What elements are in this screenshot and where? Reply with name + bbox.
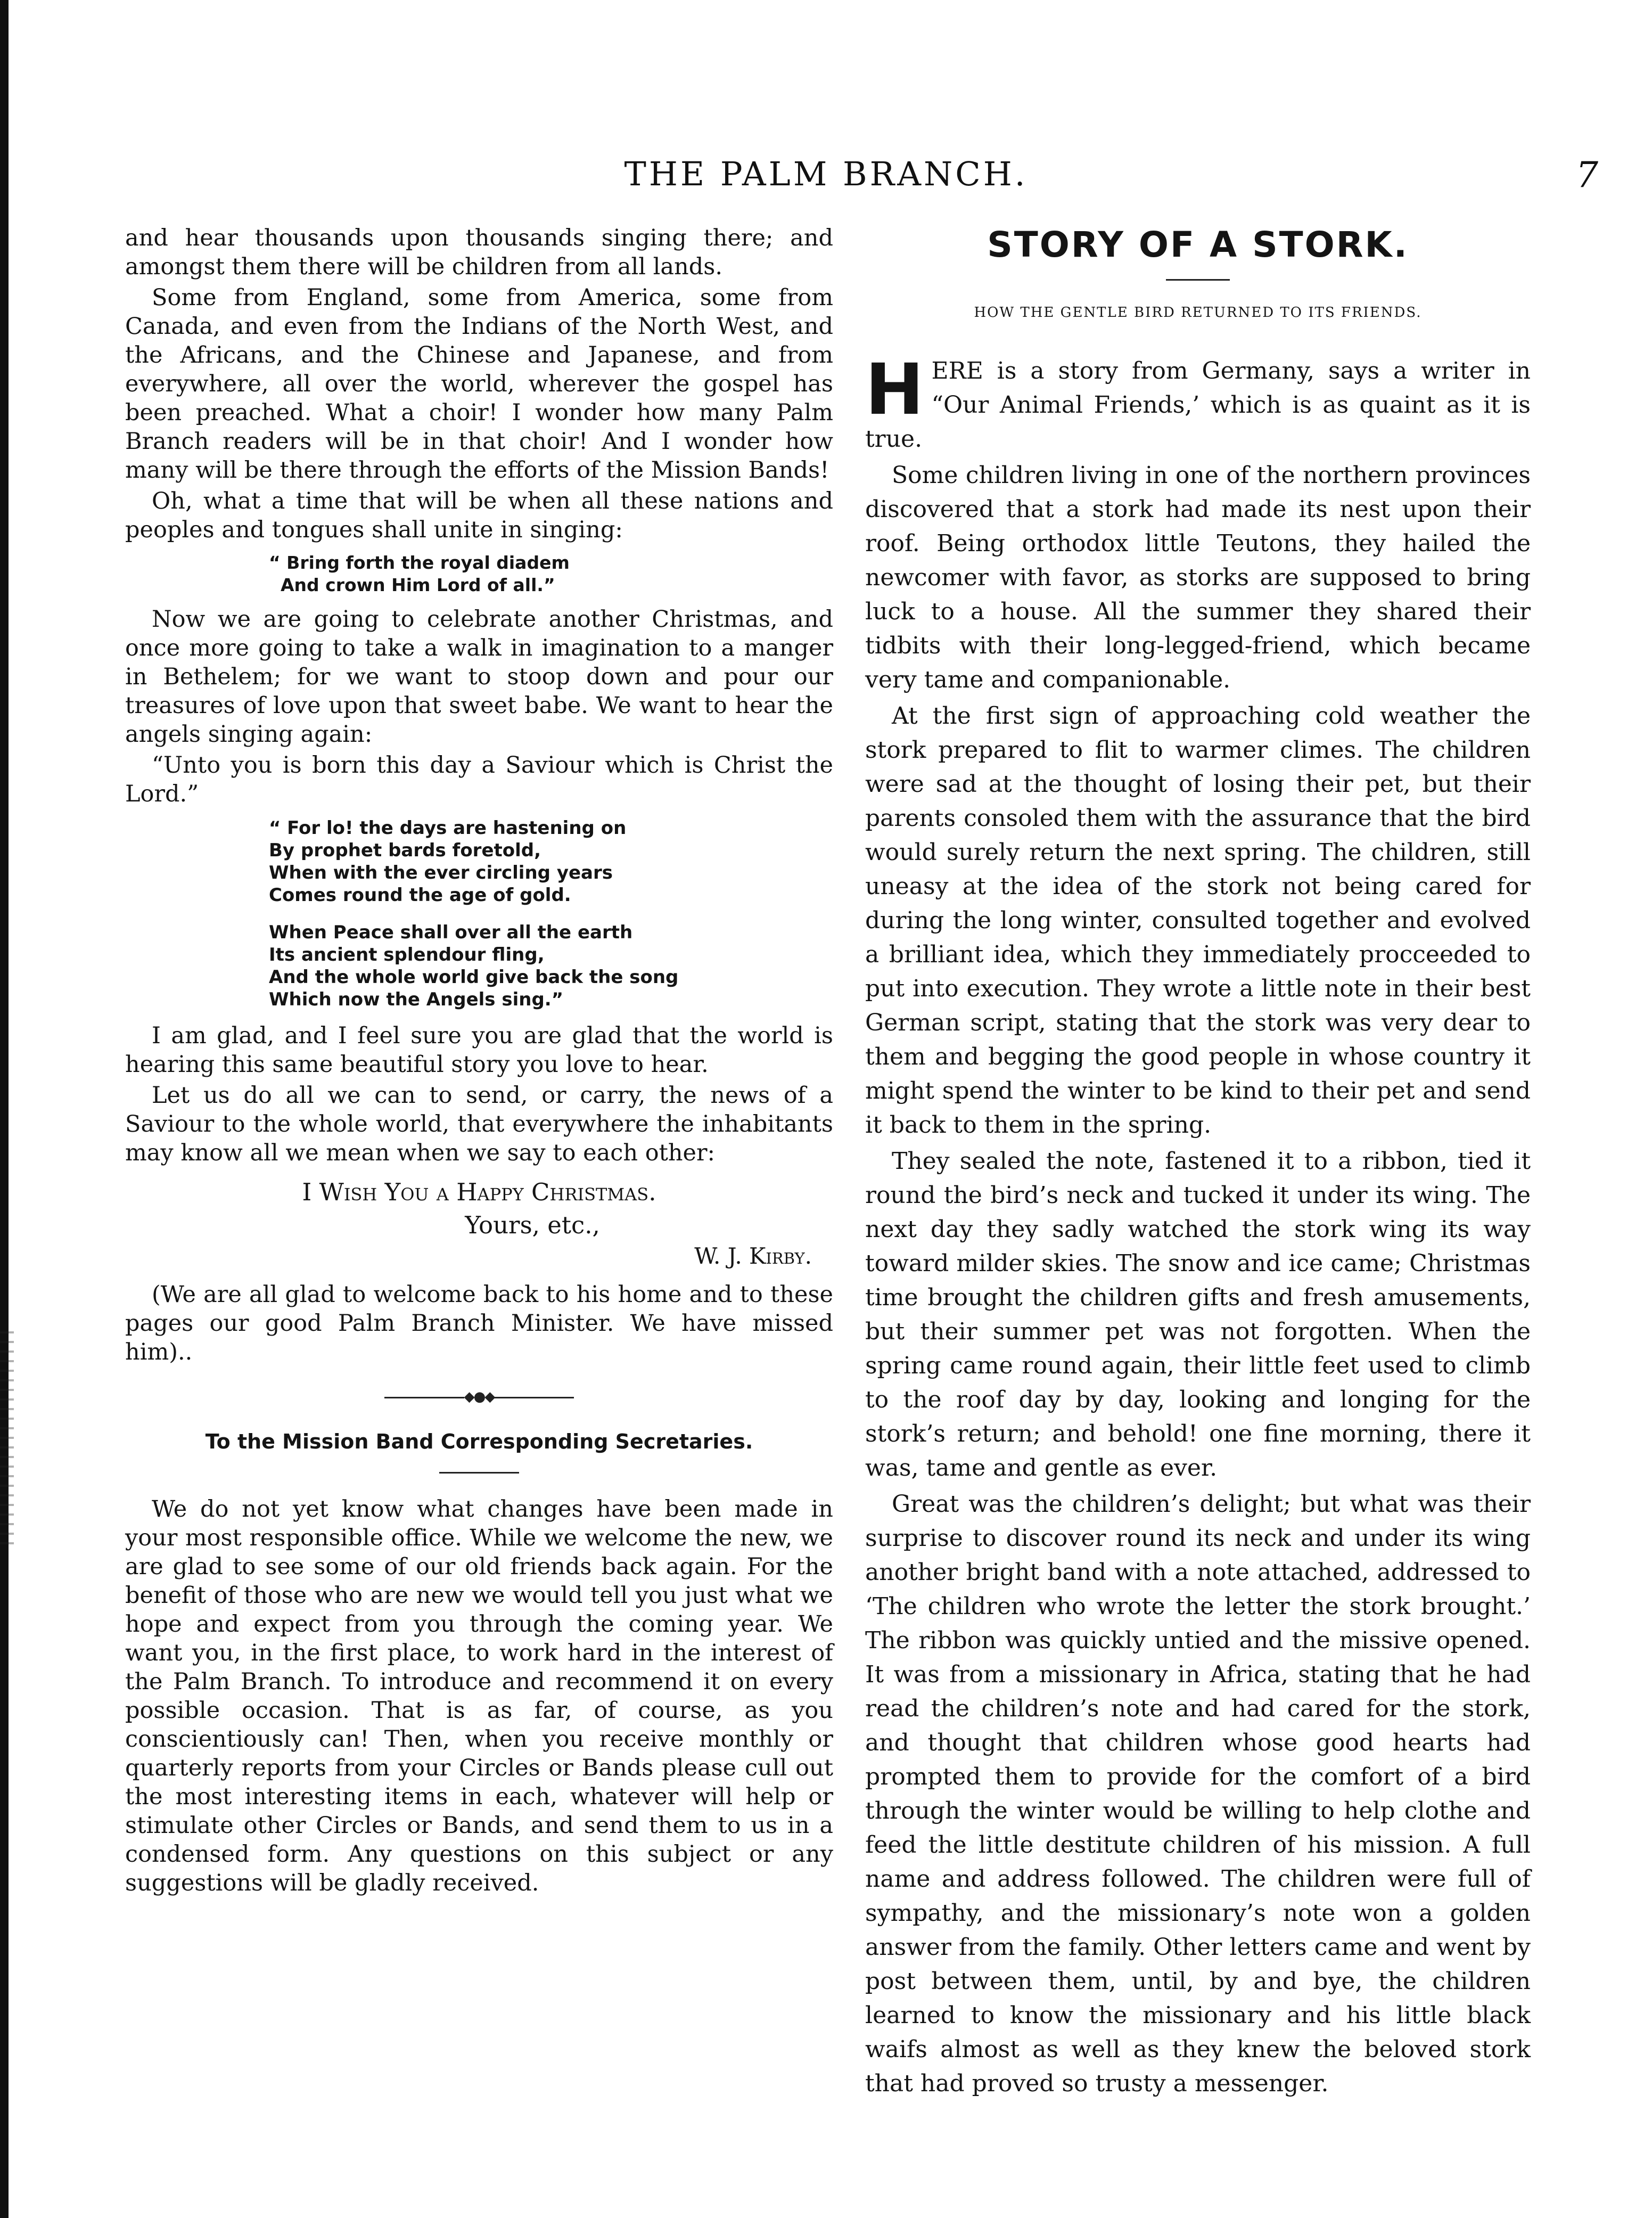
verse-quote: [269, 552, 833, 596]
poem-stanza: [269, 817, 833, 906]
verse-line: “ Bring forth the royal diadem: [269, 552, 570, 573]
paragraph: I am glad, and I feel sure you are glad that the world is hearing this same beautiful story you love to hear.: [125, 1022, 833, 1078]
poem: [269, 817, 833, 1011]
poem-line: When with the ever circling years: [269, 862, 613, 883]
right-column: [865, 224, 1531, 2101]
poem-stanza: [269, 921, 833, 1011]
poem-line: Which now the Angels sing.”: [269, 989, 564, 1010]
poem-line: And the whole world give back the song: [269, 967, 679, 988]
title-rule: [1166, 279, 1230, 281]
section-divider-ornament: ◆●◆: [125, 1382, 833, 1411]
paragraph: and hear thousands upon thousands singing there; and amongst them there will be children from all lands.: [125, 225, 833, 280]
story-title: STORY OF A STORK.: [987, 224, 1409, 265]
scan-artifact: [0, 1331, 14, 1544]
paragraph: (We are all glad to welcome back to his home and to these pages our good Palm Branch Minister. We have missed him)..: [125, 1281, 833, 1365]
letter-closing: Yours, etc.,: [465, 1211, 600, 1239]
paragraph: Oh, what a time that will be when all these nations and peoples and tongues shall unite in singing:: [125, 488, 833, 543]
paragraph: “Unto you is born this day a Saviour which is Christ the Lord.”: [125, 752, 833, 807]
left-column: [125, 224, 833, 1897]
page-number: 7: [1576, 154, 1598, 195]
christmas-greeting: I Wish You a Happy Christmas.: [302, 1178, 656, 1206]
poem-line: By prophet bards foretold,: [269, 840, 541, 861]
section-heading: To the Mission Band Corresponding Secretaries.: [205, 1430, 753, 1453]
page-binding-edge: [0, 0, 9, 2218]
story-subtitle: HOW THE GENTLE BIRD RETURNED TO ITS FRIENDS.: [974, 305, 1422, 321]
paragraph: Some from England, some from America, some from Canada, and even from the Indians of the North West, and the Africans, and the Chinese and Japanese, and from everywhere, all over the world, wherever the gospel has been preached. What a choir! I wonder how many Palm Branch readers will be in that choir! And I wonder how many will be there through the efforts of the Mission Bands!: [125, 284, 833, 484]
poem-line: Comes round the age of gold.: [269, 885, 571, 906]
paragraph: Let us do all we can to send, or carry, the news of a Saviour to the whole world, that everywhere the inhabitants may know all we mean when we say to each other:: [125, 1082, 833, 1166]
author-signature: W. J. Kirby.: [694, 1243, 812, 1269]
paragraph: Some children living in one of the northern provinces discovered that a stork had made its nest upon their roof. Being orthodox little Teutons, they hailed the newcomer with favor, as storks are supposed to bring luck to a house. All the summer they shared their tidbits with their long-legged-friend, which became very tame and companionable.: [865, 462, 1531, 693]
paragraph: [865, 349, 1531, 456]
paragraph: They sealed the note, fastened it to a ribbon, tied it round the bird’s neck and tucked it under its wing. The next day they sadly watched the stork wing its way toward milder skies. The snow and ice came; Christmas time brought the children gifts and fresh amusements, but their summer pet was not forgotten. When the spring came round again, their little feet used to climb to the roof day by day, looking and longing for the stork’s return; and behold! one fine morning, there it was, tame and gentle as ever.: [865, 1148, 1531, 1482]
paragraph: We do not yet know what changes have been made in your most responsible office. While we welcome the new, we are glad to see some of our old friends back again. For the benefit of those who are new we would tell you just what we hope and expect from you through the coming year. We want you, in the first place, to work hard in the interest of the Palm Branch. To introduce and recommend it on every possible occasion. That is as far, of course, as you conscientiously can! Then, when you receive monthly or quarterly reports from your Circles or Bands please cull out the most interesting items in each, whatever will help or stimulate other Circles or Bands, and send them to us in a condensed form. Any questions on this subject or any suggestions will be gladly received.: [125, 1496, 833, 1896]
poem-line: “ For lo! the days are hastening on: [269, 817, 627, 839]
paragraph: Now we are going to celebrate another Christmas, and once more going to take a walk in imagination to a manger in Bethelem; for we want to stoop down and pour our treasures of love upon that sweet babe. We want to hear the angels singing again:: [125, 606, 833, 748]
running-head: THE PALM BRANCH.: [624, 154, 1028, 193]
poem-line: When Peace shall over all the earth: [269, 922, 633, 943]
poem-line: Its ancient splendour fling,: [269, 944, 545, 965]
drop-cap: H: [865, 349, 924, 431]
heading-rule: [439, 1472, 519, 1474]
paragraph-text: ERE is a story from Germany, says a writer in “Our Animal Friends,’ which is as quaint as it is true.: [865, 357, 1531, 453]
paragraph: Great was the children’s delight; but what was their surprise to discover round its neck and under its wing another bright band with a note attached, addressed to ‘The children who wrote the letter the stork brought.’ The ribbon was quickly untied and the missive opened. It was from a missionary in Africa, stating that he had read the children’s note and had cared for the stork, and thought that children whose good hearts had prompted them to provide for the comfort of a bird through the winter would be willing to help clothe and feed the little destitute children of his mission. A full name and address followed. The children were full of sympathy, and the missionary’s note won a golden answer from the family. Other letters came and went by post between them, until, by and bye, the children learned to know the missionary and his little black waifs almost as well as they knew the beloved stork that had proved so trusty a messenger.: [865, 1491, 1531, 2097]
paragraph: At the first sign of approaching cold weather the stork prepared to flit to warmer climes. The children were sad at the thought of losing their pet, but their parents consoled them with the assurance that the bird would surely return the next spring. The children, still uneasy at the idea of the stork not being cared for during the long winter, consulted together and evolved a brilliant idea, which they immediately procceeded to put into execution. They wrote a little note in their best German script, stating that the stork was very dear to them and begging the good people in whose country it might spend the winter to be kind to their pet and send it back to them in the spring.: [865, 702, 1531, 1139]
verse-line: And crown Him Lord of all.”: [281, 575, 555, 595]
